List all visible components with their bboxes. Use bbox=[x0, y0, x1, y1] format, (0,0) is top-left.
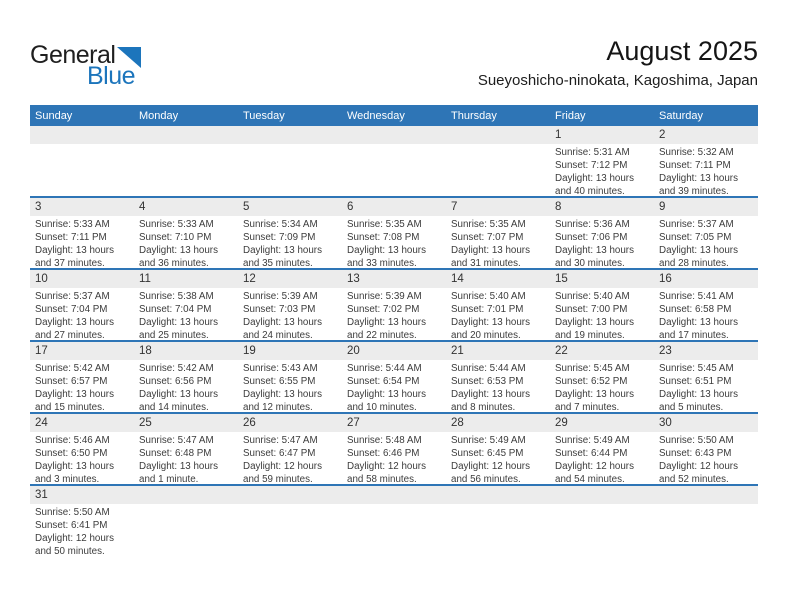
day-detail-line: Daylight: 13 hours bbox=[555, 173, 634, 184]
day-detail-line: Sunset: 6:48 PM bbox=[139, 448, 212, 459]
date-number: 10 bbox=[35, 273, 48, 285]
date-number-empty bbox=[238, 486, 342, 504]
day-detail-line: Daylight: 13 hours bbox=[451, 245, 530, 256]
day-detail-line: Sunrise: 5:45 AM bbox=[659, 363, 734, 374]
date-number: 29 bbox=[555, 417, 568, 429]
weekday-header-thursday: Thursday bbox=[451, 109, 497, 122]
title-block bbox=[478, 36, 758, 90]
day-detail-line: Sunset: 7:00 PM bbox=[555, 304, 628, 315]
day-detail-line: and 30 minutes. bbox=[555, 258, 625, 269]
day-detail-line: Daylight: 12 hours bbox=[35, 533, 114, 544]
day-cell-empty bbox=[446, 504, 550, 558]
day-detail-line: and 20 minutes. bbox=[451, 330, 521, 341]
day-cell bbox=[134, 288, 238, 342]
day-detail-line: Sunset: 6:58 PM bbox=[659, 304, 732, 315]
day-detail-line: and 58 minutes. bbox=[347, 474, 417, 485]
date-number: 28 bbox=[451, 417, 464, 429]
date-number-empty bbox=[238, 126, 342, 144]
date-number: 2 bbox=[659, 129, 666, 141]
date-number: 18 bbox=[139, 345, 152, 357]
date-number: 30 bbox=[659, 417, 672, 429]
week-row bbox=[30, 342, 758, 414]
week-content-row bbox=[30, 504, 758, 558]
day-detail-line: Sunset: 6:54 PM bbox=[347, 376, 420, 387]
day-cell bbox=[446, 216, 550, 270]
week-content-row bbox=[30, 360, 758, 414]
date-strip-row bbox=[30, 414, 758, 432]
date-number-empty bbox=[446, 126, 550, 144]
day-cell bbox=[446, 288, 550, 342]
day-detail-line: and 54 minutes. bbox=[555, 474, 625, 485]
date-number-empty bbox=[30, 126, 134, 144]
weekday-header-row bbox=[30, 105, 758, 126]
day-detail-line: Sunset: 6:52 PM bbox=[555, 376, 628, 387]
date-number: 13 bbox=[347, 273, 360, 285]
day-detail-line: Sunrise: 5:32 AM bbox=[659, 147, 734, 158]
day-detail-line: Sunset: 7:09 PM bbox=[243, 232, 316, 243]
day-detail-line: and 12 minutes. bbox=[243, 402, 313, 413]
date-number: 24 bbox=[35, 417, 48, 429]
day-detail-line: and 5 minutes. bbox=[659, 402, 724, 413]
day-detail-line: Sunset: 6:56 PM bbox=[139, 376, 212, 387]
day-detail-line: Sunrise: 5:45 AM bbox=[555, 363, 630, 374]
date-number-empty bbox=[654, 486, 758, 504]
day-detail-line: and 39 minutes. bbox=[659, 186, 729, 197]
date-number: 8 bbox=[555, 201, 562, 213]
day-detail-line: Sunrise: 5:47 AM bbox=[139, 435, 214, 446]
day-detail-line: Sunset: 7:07 PM bbox=[451, 232, 524, 243]
day-detail-line: Sunrise: 5:36 AM bbox=[555, 219, 630, 230]
date-number: 5 bbox=[243, 201, 250, 213]
date-number-empty bbox=[342, 126, 446, 144]
weekday-header-sunday: Sunday bbox=[35, 109, 73, 122]
week-content-row bbox=[30, 144, 758, 198]
day-cell bbox=[654, 216, 758, 270]
day-detail-line: and 24 minutes. bbox=[243, 330, 313, 341]
day-detail-line: and 37 minutes. bbox=[35, 258, 105, 269]
day-detail-line: and 14 minutes. bbox=[139, 402, 209, 413]
day-detail-line: Sunset: 7:04 PM bbox=[35, 304, 108, 315]
day-detail-line: Daylight: 13 hours bbox=[139, 317, 218, 328]
date-number-empty bbox=[134, 126, 238, 144]
date-strip-row bbox=[30, 126, 758, 144]
day-cell bbox=[238, 288, 342, 342]
date-strip-row bbox=[30, 342, 758, 360]
day-detail-line: Sunset: 6:43 PM bbox=[659, 448, 732, 459]
day-cell bbox=[342, 288, 446, 342]
day-cell bbox=[550, 288, 654, 342]
date-number: 15 bbox=[555, 273, 568, 285]
day-detail-line: Sunrise: 5:50 AM bbox=[35, 507, 110, 518]
day-cell bbox=[654, 144, 758, 198]
day-detail-line: Daylight: 13 hours bbox=[451, 389, 530, 400]
day-detail-line: Daylight: 13 hours bbox=[555, 389, 634, 400]
day-cell-empty bbox=[654, 504, 758, 558]
weekday-header-monday: Monday bbox=[139, 109, 179, 122]
day-detail-line: and 19 minutes. bbox=[555, 330, 625, 341]
week-content-row bbox=[30, 288, 758, 342]
day-detail-line: and 56 minutes. bbox=[451, 474, 521, 485]
day-cell bbox=[30, 432, 134, 486]
day-detail-line: Sunrise: 5:49 AM bbox=[451, 435, 526, 446]
day-detail-line: Daylight: 13 hours bbox=[659, 317, 738, 328]
day-detail-line: Sunset: 6:57 PM bbox=[35, 376, 108, 387]
day-cell bbox=[30, 504, 134, 558]
date-number: 31 bbox=[35, 489, 48, 501]
day-detail-line: Sunrise: 5:43 AM bbox=[243, 363, 318, 374]
day-detail-line: Daylight: 13 hours bbox=[659, 173, 738, 184]
day-detail-line: Sunrise: 5:31 AM bbox=[555, 147, 630, 158]
day-detail-line: Sunset: 7:11 PM bbox=[35, 232, 107, 243]
day-cell bbox=[30, 288, 134, 342]
date-number: 21 bbox=[451, 345, 464, 357]
day-detail-line: Daylight: 13 hours bbox=[243, 245, 322, 256]
day-detail-line: Sunrise: 5:37 AM bbox=[35, 291, 110, 302]
day-detail-line: Sunset: 6:50 PM bbox=[35, 448, 108, 459]
day-detail-line: Daylight: 13 hours bbox=[555, 245, 634, 256]
day-detail-line: Daylight: 12 hours bbox=[243, 461, 322, 472]
day-cell bbox=[654, 288, 758, 342]
day-cell-empty bbox=[30, 144, 134, 198]
day-cell bbox=[342, 360, 446, 414]
day-detail-line: Sunset: 6:46 PM bbox=[347, 448, 420, 459]
location-subtitle: Sueyoshicho-ninokata, Kagoshima, Japan bbox=[477, 72, 758, 89]
day-cell bbox=[238, 216, 342, 270]
date-number: 7 bbox=[451, 201, 458, 213]
day-detail-line: Sunset: 7:02 PM bbox=[347, 304, 420, 315]
date-number: 26 bbox=[243, 417, 256, 429]
day-cell bbox=[238, 432, 342, 486]
day-detail-line: Daylight: 13 hours bbox=[35, 317, 114, 328]
day-cell bbox=[30, 360, 134, 414]
day-cell bbox=[654, 360, 758, 414]
day-detail-line: Sunset: 6:53 PM bbox=[451, 376, 524, 387]
day-detail-line: and 40 minutes. bbox=[555, 186, 625, 197]
day-detail-line: Sunrise: 5:35 AM bbox=[347, 219, 422, 230]
day-detail-line: and 22 minutes. bbox=[347, 330, 417, 341]
day-detail-line: Daylight: 13 hours bbox=[35, 389, 114, 400]
day-cell-empty bbox=[342, 144, 446, 198]
day-detail-line: Sunset: 6:47 PM bbox=[243, 448, 316, 459]
day-detail-line: Sunset: 6:55 PM bbox=[243, 376, 316, 387]
day-detail-line: Daylight: 13 hours bbox=[243, 317, 322, 328]
day-detail-line: Sunset: 7:11 PM bbox=[659, 160, 731, 171]
day-detail-line: Sunrise: 5:44 AM bbox=[451, 363, 526, 374]
day-cell bbox=[30, 216, 134, 270]
week-content-row bbox=[30, 432, 758, 486]
weekday-header-saturday: Saturday bbox=[659, 109, 704, 122]
day-detail-line: Sunset: 6:51 PM bbox=[659, 376, 732, 387]
day-cell bbox=[446, 360, 550, 414]
day-detail-line: Sunset: 7:08 PM bbox=[347, 232, 420, 243]
week-row bbox=[30, 198, 758, 270]
day-detail-line: Sunset: 6:44 PM bbox=[555, 448, 628, 459]
day-detail-line: Sunset: 7:04 PM bbox=[139, 304, 212, 315]
day-detail-line: Sunset: 7:06 PM bbox=[555, 232, 628, 243]
weekday-header-wednesday: Wednesday bbox=[347, 109, 405, 122]
day-detail-line: Sunset: 6:41 PM bbox=[35, 520, 108, 531]
day-cell bbox=[550, 360, 654, 414]
day-cell-empty bbox=[134, 504, 238, 558]
date-strip-row bbox=[30, 486, 758, 504]
day-detail-line: and 33 minutes. bbox=[347, 258, 417, 269]
day-detail-line: and 36 minutes. bbox=[139, 258, 209, 269]
week-row bbox=[30, 414, 758, 486]
day-cell bbox=[550, 432, 654, 486]
day-detail-line: and 17 minutes. bbox=[659, 330, 729, 341]
date-number: 12 bbox=[243, 273, 256, 285]
day-cell-empty bbox=[550, 504, 654, 558]
date-number-empty bbox=[550, 486, 654, 504]
calendar-weeks bbox=[30, 126, 758, 558]
day-detail-line: Daylight: 13 hours bbox=[347, 245, 426, 256]
week-row bbox=[30, 486, 758, 558]
day-detail-line: Sunrise: 5:47 AM bbox=[243, 435, 318, 446]
day-detail-line: and 8 minutes. bbox=[451, 402, 516, 413]
day-detail-line: Sunrise: 5:50 AM bbox=[659, 435, 734, 446]
date-number: 6 bbox=[347, 201, 354, 213]
week-row bbox=[30, 270, 758, 342]
day-detail-line: Sunrise: 5:48 AM bbox=[347, 435, 422, 446]
day-detail-line: Sunrise: 5:40 AM bbox=[555, 291, 630, 302]
day-detail-line: Daylight: 12 hours bbox=[347, 461, 426, 472]
day-detail-line: Sunrise: 5:42 AM bbox=[139, 363, 214, 374]
day-detail-line: Sunrise: 5:44 AM bbox=[347, 363, 422, 374]
day-detail-line: and 7 minutes. bbox=[555, 402, 620, 413]
date-number: 27 bbox=[347, 417, 360, 429]
day-detail-line: Sunset: 7:10 PM bbox=[139, 232, 212, 243]
day-detail-line: Daylight: 12 hours bbox=[555, 461, 634, 472]
day-detail-line: Sunrise: 5:38 AM bbox=[139, 291, 214, 302]
date-strip-row bbox=[30, 198, 758, 216]
day-cell bbox=[134, 216, 238, 270]
day-detail-line: Daylight: 13 hours bbox=[451, 317, 530, 328]
day-detail-line: Daylight: 13 hours bbox=[347, 317, 426, 328]
week-row bbox=[30, 126, 758, 198]
day-detail-line: Sunset: 7:01 PM bbox=[451, 304, 524, 315]
day-detail-line: and 1 minute. bbox=[139, 474, 199, 485]
logo-text-general: General bbox=[30, 41, 116, 69]
day-cell bbox=[342, 216, 446, 270]
day-detail-line: Daylight: 12 hours bbox=[451, 461, 530, 472]
day-detail-line: and 28 minutes. bbox=[659, 258, 729, 269]
day-detail-line: Daylight: 13 hours bbox=[347, 389, 426, 400]
day-detail-line: Sunset: 7:03 PM bbox=[243, 304, 316, 315]
weekday-header-friday: Friday bbox=[555, 109, 586, 122]
date-number: 25 bbox=[139, 417, 152, 429]
weekday-header-tuesday: Tuesday bbox=[243, 109, 285, 122]
month-title: August 2025 bbox=[606, 36, 758, 66]
date-number: 14 bbox=[451, 273, 464, 285]
day-detail-line: and 25 minutes. bbox=[139, 330, 209, 341]
day-detail-line: and 52 minutes. bbox=[659, 474, 729, 485]
day-detail-line: Daylight: 13 hours bbox=[243, 389, 322, 400]
date-strip-row bbox=[30, 270, 758, 288]
day-detail-line: and 50 minutes. bbox=[35, 546, 105, 557]
logo-text-blue: Blue bbox=[87, 62, 136, 90]
day-cell-empty bbox=[238, 504, 342, 558]
day-detail-line: Daylight: 13 hours bbox=[35, 461, 114, 472]
day-detail-line: and 59 minutes. bbox=[243, 474, 313, 485]
date-number: 23 bbox=[659, 345, 672, 357]
general-blue-logo bbox=[30, 42, 150, 92]
day-detail-line: and 31 minutes. bbox=[451, 258, 521, 269]
date-number: 16 bbox=[659, 273, 672, 285]
day-detail-line: Daylight: 13 hours bbox=[139, 245, 218, 256]
date-number-empty bbox=[446, 486, 550, 504]
day-cell bbox=[654, 432, 758, 486]
date-number: 22 bbox=[555, 345, 568, 357]
day-detail-line: Sunrise: 5:49 AM bbox=[555, 435, 630, 446]
week-content-row bbox=[30, 216, 758, 270]
day-detail-line: and 15 minutes. bbox=[35, 402, 105, 413]
day-cell bbox=[238, 360, 342, 414]
day-detail-line: Daylight: 12 hours bbox=[659, 461, 738, 472]
day-detail-line: and 35 minutes. bbox=[243, 258, 313, 269]
date-number: 19 bbox=[243, 345, 256, 357]
date-number: 20 bbox=[347, 345, 360, 357]
day-detail-line: Sunrise: 5:41 AM bbox=[659, 291, 734, 302]
day-detail-line: Sunrise: 5:37 AM bbox=[659, 219, 734, 230]
day-cell bbox=[550, 216, 654, 270]
day-detail-line: Sunrise: 5:34 AM bbox=[243, 219, 318, 230]
day-detail-line: Sunset: 7:12 PM bbox=[555, 160, 628, 171]
day-cell bbox=[134, 432, 238, 486]
day-cell bbox=[134, 360, 238, 414]
day-detail-line: Daylight: 13 hours bbox=[139, 461, 218, 472]
day-detail-line: Sunrise: 5:42 AM bbox=[35, 363, 110, 374]
day-detail-line: Sunrise: 5:39 AM bbox=[243, 291, 318, 302]
day-cell bbox=[446, 432, 550, 486]
day-detail-line: Sunrise: 5:39 AM bbox=[347, 291, 422, 302]
date-number-empty bbox=[134, 486, 238, 504]
day-detail-line: and 27 minutes. bbox=[35, 330, 105, 341]
date-number: 4 bbox=[139, 201, 146, 213]
date-number-empty bbox=[342, 486, 446, 504]
date-number: 17 bbox=[35, 345, 48, 357]
day-detail-line: Sunrise: 5:46 AM bbox=[35, 435, 110, 446]
day-detail-line: and 10 minutes. bbox=[347, 402, 417, 413]
day-detail-line: Sunset: 7:05 PM bbox=[659, 232, 732, 243]
day-detail-line: and 3 minutes. bbox=[35, 474, 100, 485]
day-cell bbox=[342, 432, 446, 486]
date-number: 9 bbox=[659, 201, 666, 213]
day-cell-empty bbox=[342, 504, 446, 558]
date-number: 11 bbox=[139, 273, 151, 285]
day-cell bbox=[550, 144, 654, 198]
day-detail-line: Daylight: 13 hours bbox=[659, 389, 738, 400]
day-detail-line: Daylight: 13 hours bbox=[659, 245, 738, 256]
day-detail-line: Daylight: 13 hours bbox=[555, 317, 634, 328]
day-cell-empty bbox=[134, 144, 238, 198]
day-detail-line: Sunrise: 5:40 AM bbox=[451, 291, 526, 302]
day-detail-line: Sunrise: 5:33 AM bbox=[35, 219, 110, 230]
day-cell-empty bbox=[446, 144, 550, 198]
day-detail-line: Sunrise: 5:33 AM bbox=[139, 219, 214, 230]
calendar-table bbox=[30, 105, 758, 558]
day-detail-line: Sunrise: 5:35 AM bbox=[451, 219, 526, 230]
day-cell-empty bbox=[238, 144, 342, 198]
day-detail-line: Daylight: 13 hours bbox=[139, 389, 218, 400]
date-number: 1 bbox=[555, 129, 562, 141]
day-detail-line: Daylight: 13 hours bbox=[35, 245, 114, 256]
day-detail-line: Sunset: 6:45 PM bbox=[451, 448, 524, 459]
date-number: 3 bbox=[35, 201, 42, 213]
